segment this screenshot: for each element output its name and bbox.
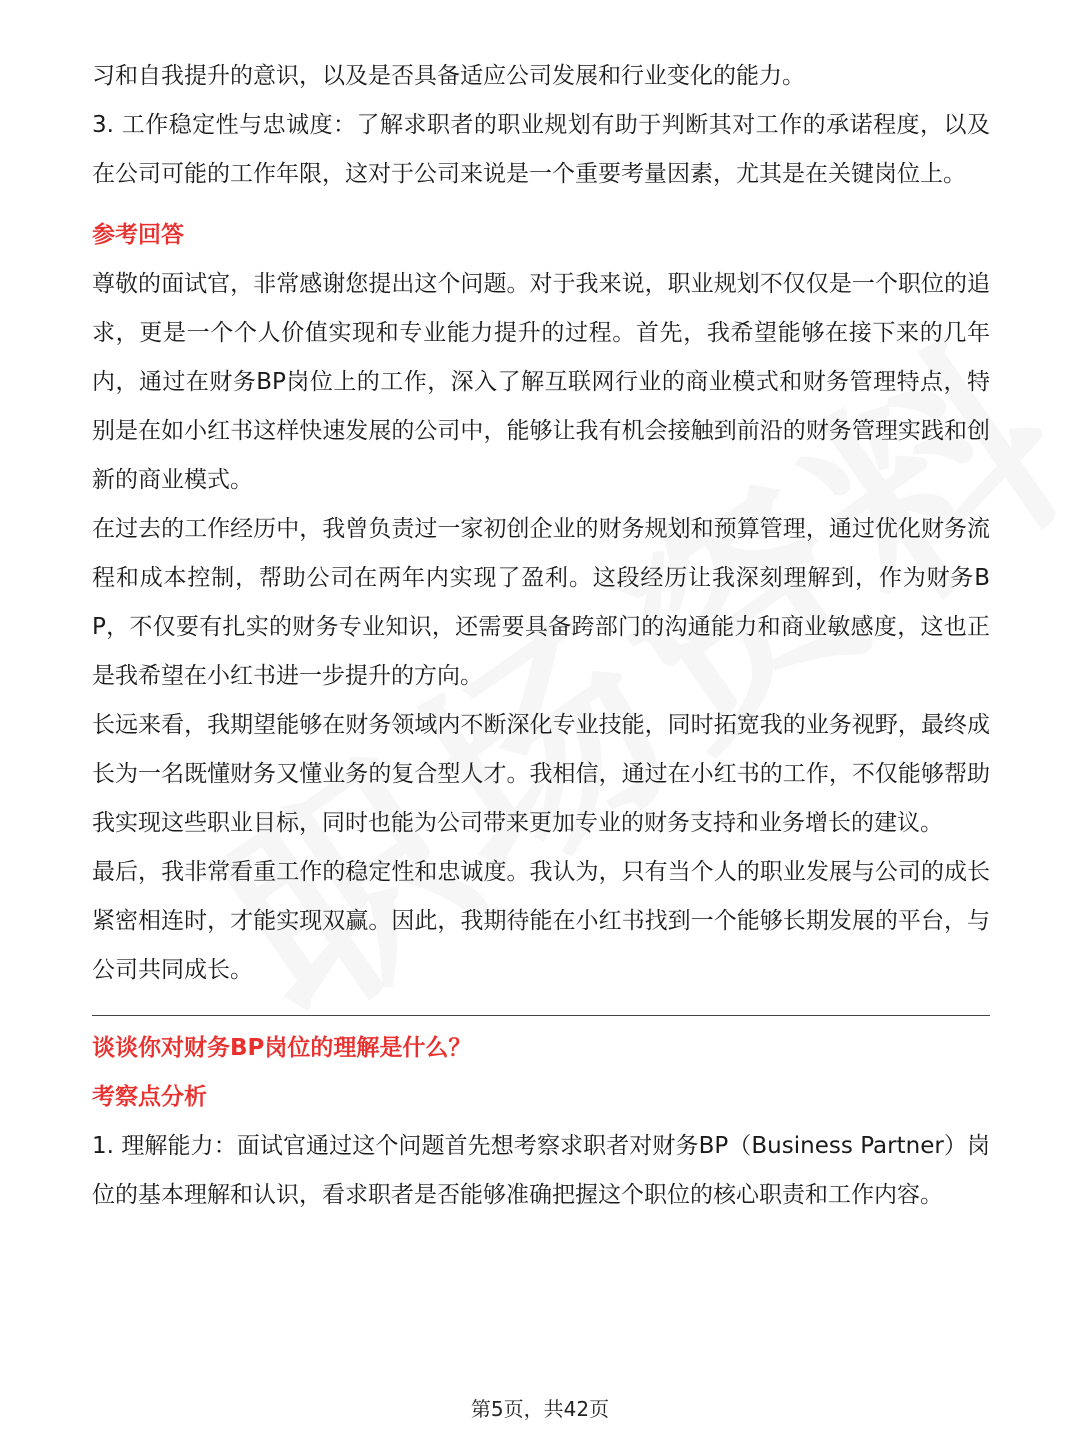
page-number-footer: 第5页，共42页 <box>470 1397 610 1421</box>
answer-paragraph: 最后，我非常看重工作的稳定性和忠诚度。我认为，只有当个人的职业发展与公司的成长紧密相连时，才能实现双赢。因此，我期待能在小红书找到一个能够长期发展的平台，与公司共同成长。 <box>92 859 990 983</box>
analysis-point-3: 3. 工作稳定性与忠诚度：了解求职者的职业规划有助于判断其对工作的承诺程度，以及在公司可能的工作年限，这对于公司来说是一个重要考量因素，尤其是在关键岗位上。 <box>92 112 990 187</box>
answer-paragraph: 在过去的工作经历中，我曾负责过一家初创企业的财务规划和预算管理，通过优化财务流程和成本控制，帮助公司在两年内实现了盈利。这段经历让我深刻理解到，作为财务BP，不仅要有扎实的财务专业知识，还需要具备跨部门的沟通能力和商业敏感度，这也正是我希望在小红书进一步提升的方向。 <box>92 516 990 689</box>
answer-paragraph: 长远来看，我期望能够在财务领域内不断深化专业技能，同时拓宽我的业务视野，最终成长为一名既懂财务又懂业务的复合型人才。我相信，通过在小红书的工作，不仅能够帮助我实现这些职业目标，同时也能为公司带来更加专业的财务支持和业务增长的建议。 <box>92 712 990 836</box>
question-title: 谈谈你对财务BP岗位的理解是什么？ <box>92 1035 472 1061</box>
continued-paragraph: 习和自我提升的意识，以及是否具备适应公司发展和行业变化的能力。 <box>92 63 805 89</box>
section-divider <box>92 1015 990 1016</box>
analysis-heading: 考察点分析 <box>92 1084 207 1110</box>
analysis-point-1: 1. 理解能力：面试官通过这个问题首先想考察求职者对财务BP（Business Partner）岗位的基本理解和认识，看求职者是否能够准确把握这个职位的核心职责和工作内容。 <box>92 1133 990 1208</box>
page-content <box>92 52 990 1220</box>
answer-paragraph: 尊敬的面试官，非常感谢您提出这个问题。对于我来说，职业规划不仅仅是一个职位的追求，更是一个个人价值实现和专业能力提升的过程。首先，我希望能够在接下来的几年内，通过在财务BP岗位上的工作，深入了解互联网行业的商业模式和财务管理特点，特别是在如小红书这样快速发展的公司中，能够让我有机会接触到前沿的财务管理实践和创新的商业模式。 <box>92 271 990 493</box>
answer-heading: 参考回答 <box>92 222 184 248</box>
